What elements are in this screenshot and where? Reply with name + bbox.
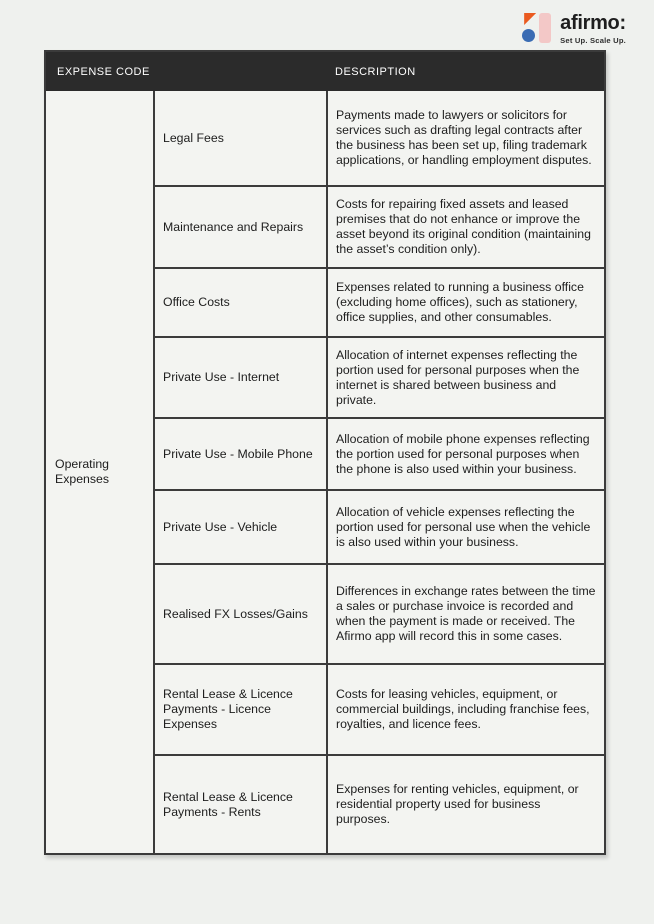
column-header-description: DESCRIPTION — [335, 65, 416, 78]
description-cell: Allocation of mobile phone expenses reflecting the portion used for personal purposes when the phone is also used within your business. — [328, 419, 604, 491]
description-cell: Expenses for renting vehicles, equipment, or residential property used for business purposes. — [336, 782, 579, 826]
brand-name: afirmo: — [560, 12, 626, 34]
description-cell: Allocation of vehicle expenses reflecting the portion used for personal use when the vehicle is also used within your business. — [328, 491, 604, 565]
brand-text — [560, 13, 626, 45]
expense-code-table — [44, 50, 606, 855]
brand-logo — [522, 13, 626, 45]
column-header-expense-code: EXPENSE CODE — [57, 65, 150, 78]
brand-tagline: Set Up. Scale Up. — [560, 36, 626, 45]
expense-code-cell: Private Use - Internet — [155, 338, 328, 419]
expense-code-cell: Rental Lease & Licence Payments - Licence Expenses — [155, 665, 328, 756]
expense-code-cell: Legal Fees — [155, 91, 328, 187]
table-header-row — [46, 52, 604, 91]
description-cell: Costs for leasing vehicles, equipment, or commercial buildings, including franchise fees, royalties, and licence fees. — [328, 665, 604, 756]
expense-code-cell: Rental Lease & Licence Payments - Rents — [155, 756, 328, 853]
expense-code-cell: Office Costs — [155, 269, 328, 338]
table-body — [46, 91, 604, 853]
description-cell: Expenses related to running a business office (excluding home offices), such as stationery, office supplies, and other consumables. — [328, 269, 604, 338]
expense-code-cell: Maintenance and Repairs — [155, 187, 328, 269]
logo-circle-icon — [522, 29, 535, 42]
category-cell-operating-expenses: Operating Expenses — [46, 91, 155, 853]
description-cell: Allocation of internet expenses reflecting the portion used for personal purposes when the internet is shared between business and private. — [328, 338, 604, 419]
afirmo-logo-mark — [522, 13, 551, 43]
description-cell: Payments made to lawyers or solicitors for services such as drafting legal contracts after the business has been set up, filing trademark applications, or handling employment disputes. — [328, 91, 604, 187]
description-cell: Costs for repairing fixed assets and leased premises that do not enhance or improve the asset beyond its original condition (maintaining the asset’s condition only). — [328, 187, 604, 269]
description-cell: Differences in exchange rates between the time a sales or purchase invoice is recorded and when the payment is made or received. The Afirmo app will record this in some cases. — [328, 565, 604, 665]
logo-triangle-icon — [524, 13, 536, 25]
expense-code-cell: Private Use - Mobile Phone — [155, 419, 328, 491]
logo-bar-icon — [539, 13, 551, 43]
expense-code-cell: Private Use - Vehicle — [155, 491, 328, 565]
expense-code-cell: Realised FX Losses/Gains — [155, 565, 328, 665]
